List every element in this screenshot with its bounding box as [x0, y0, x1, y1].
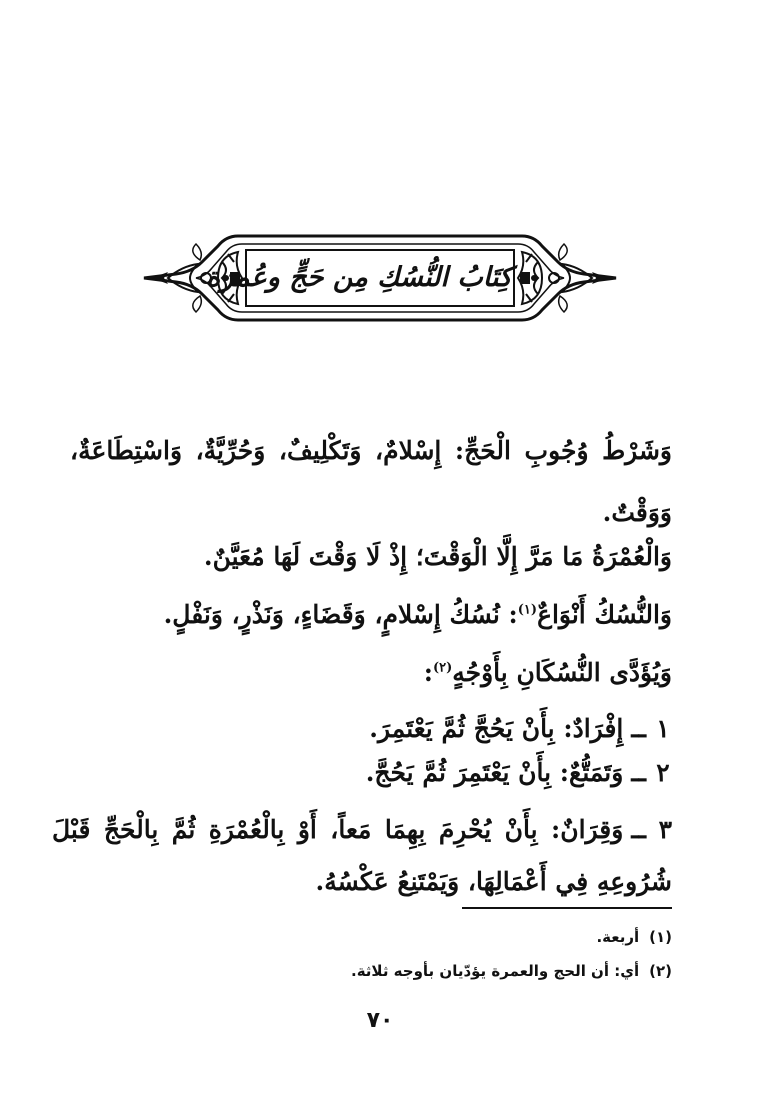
chapter-title: كِتَابُ النُّسُكِ مِن حَجٍّ وعُمرَة — [206, 262, 512, 293]
chapter-title-frame — [138, 222, 622, 334]
footnote-ref-1[interactable]: (١) — [517, 602, 538, 618]
footnotes — [152, 920, 672, 988]
footnote-ref-2[interactable]: (٢) — [432, 660, 453, 676]
methods-intro-colon: : — [423, 658, 433, 687]
item-text: وَقِرَانٌ: بِأَنْ يُحْرِمَ بِهِمَا مَعاً، أَوْ بِالْعُمْرَةِ ثُمَّ بِالْحَجِّ قَبْلَ شُرُوعِهِ فِي أَعْمَالِهَا، وَيَمْتَنِعُ عَكْسُهُ. — [52, 815, 672, 896]
item-dash: ــ — [631, 714, 646, 743]
item-number: ١ — [656, 714, 670, 743]
item-text: إِفْرَادٌ: بِأَنْ يَحُجَّ ثُمَّ يَعْتَمِرَ. — [369, 714, 624, 743]
item-dash: ــ — [631, 758, 646, 787]
item-text: وَتَمَتُّعٌ: بِأَنْ يَعْتَمِرَ ثُمَّ يَحُجَّ. — [365, 758, 624, 787]
item-number: ٢ — [656, 758, 670, 787]
footnote-divider — [462, 907, 672, 909]
page-number: ٧٠ — [366, 1008, 394, 1033]
footnote-text: أي: أن الحج والعمرة يؤدّيان بأوجه ثلاثة. — [351, 962, 640, 980]
item-number: ٣ — [658, 815, 672, 844]
list-item-ifrad — [70, 712, 672, 746]
footnote-mark: (٢) — [649, 962, 672, 980]
paragraph-umrah: وَالْعُمْرَةُ مَا مَرَّ إِلَّا الْوَقْتَ؛ إِذْ لَا وَقْتَ لَهَا مُعَيَّنٌ. — [203, 542, 672, 571]
methods-intro-text: وَيُؤَدَّى النُّسُكَانِ بِأَوْجُهٍ — [452, 658, 672, 687]
paragraph-hajj-conditions: وَشَرْطُ وُجُوبِ الْحَجِّ: إِسْلامٌ، وَتَكْلِيفٌ، وَحُرِّيَّةٌ، وَاسْتِطَاعَةٌ، وَوَقْتٌ. — [70, 436, 672, 527]
list-item-tamattu — [70, 756, 672, 790]
nusuk-types-lead: وَالنُّسُكُ أَنْوَاعٌ — [537, 600, 672, 629]
footnote-mark: (١) — [649, 928, 672, 946]
item-dash: ــ — [631, 815, 646, 844]
footnote-2 — [152, 954, 672, 988]
list-item-qiran — [52, 804, 672, 908]
footnote-1 — [152, 920, 672, 954]
nusuk-types-list: : نُسُكُ إِسْلامٍ، وَقَضَاءٍ، وَنَذْرٍ، وَنَفْلٍ. — [163, 600, 518, 629]
footnote-text: أربعة. — [596, 928, 640, 946]
paragraph-methods-intro — [70, 656, 672, 690]
paragraph-nusuk-types — [70, 598, 672, 632]
